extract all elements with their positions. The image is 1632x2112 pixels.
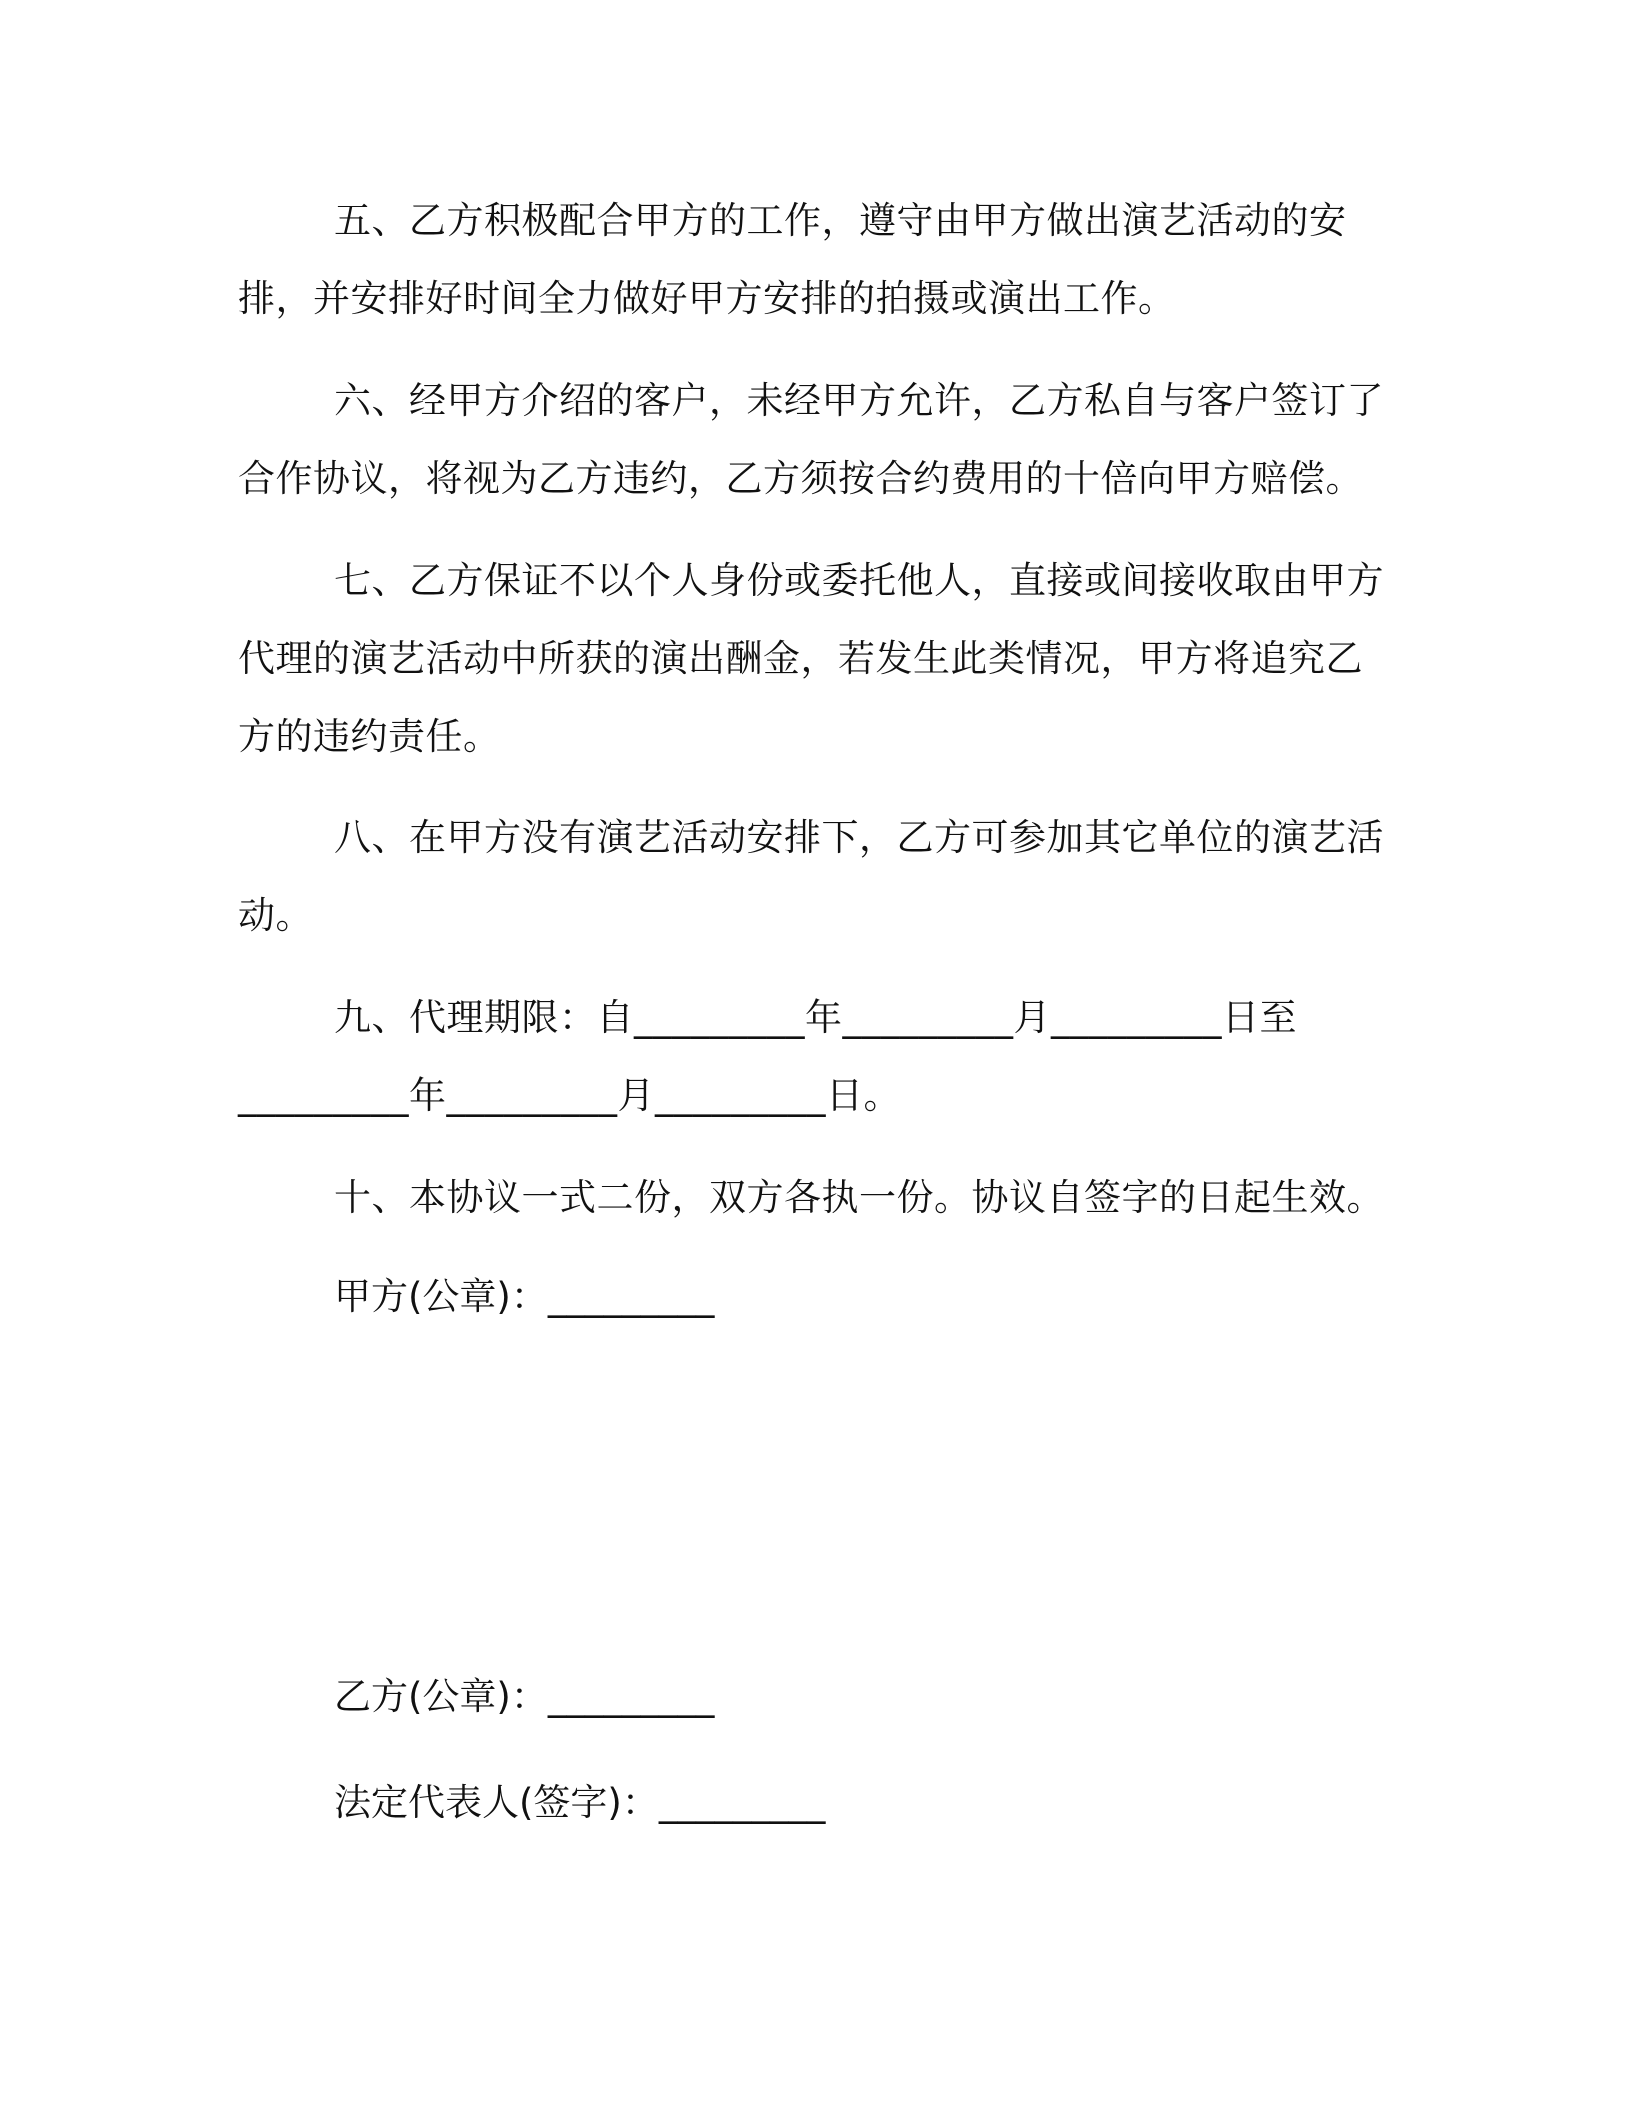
legal-representative-signature-line: 法定代表人(签字)：_________ <box>334 1781 826 1824</box>
clause-9-text: 九、代理期限：自_________年_________月_________日至_________年_________月_________日。 <box>238 996 1297 1117</box>
clause-7 <box>238 542 1388 776</box>
party-a-seal-line: 甲方(公章)：_________ <box>334 1275 715 1318</box>
party-b-seal-line: 乙方(公章)：_________ <box>334 1675 715 1718</box>
clause-6-text: 六、经甲方介绍的客户，未经甲方允许，乙方私自与客户签订了合作协议，将视为乙方违约，乙方须按合约费用的十倍向甲方赔偿。 <box>238 379 1384 500</box>
clause-8-text: 八、在甲方没有演艺活动安排下，乙方可参加其它单位的演艺活动。 <box>238 816 1384 937</box>
clause-10-text: 十、本协议一式二份，双方各执一份。协议自签字的日起生效。 <box>334 1176 1384 1219</box>
clause-8 <box>238 799 1388 955</box>
clause-10 <box>238 1159 1388 1237</box>
clause-7-text: 七、乙方保证不以个人身份或委托他人，直接或间接收取由甲方代理的演艺活动中所获的演出酬金，若发生此类情况，甲方将追究乙方的违约责任。 <box>238 559 1384 758</box>
clause-6 <box>238 362 1388 518</box>
clause-5-text: 五、乙方积极配合甲方的工作，遵守由甲方做出演艺活动的安排，并安排好时间全力做好甲方安排的拍摄或演出工作。 <box>238 199 1347 320</box>
clause-5 <box>238 182 1388 338</box>
clause-9 <box>238 979 1388 1135</box>
